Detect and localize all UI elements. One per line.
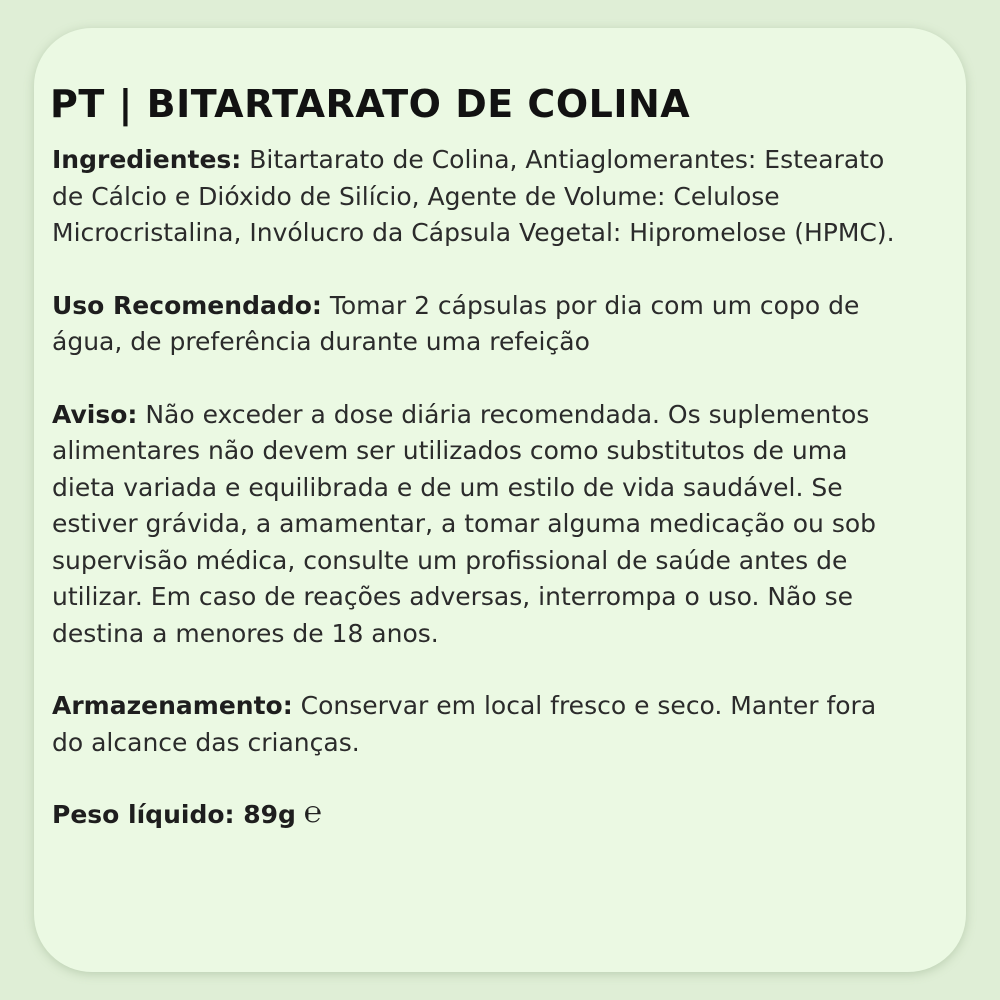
net-weight: [52, 797, 902, 834]
page-title: PT | BITARTARATO DE COLINA: [50, 82, 691, 126]
warning-text: Não exceder a dose diária recomendada. Os suplementos alimentares não devem ser utilizados como substitutos de uma dieta variada e equilibrada e de um estilo de vida saudável. Se estiver grávida, a amamentar, a tomar alguma medicação ou sob supervisão médica, consulte um profissional de saúde antes de utilizar. Em caso de reações adversas, interrompa o uso. Não se destina a menores de 18 anos.: [52, 399, 877, 648]
ingredients-text: Bitartarato de Colina, Antiaglomerantes: Estearato de Cálcio e Dióxido de Silício, Agente de Volume: Celulose Microcristalina, Invólucro da Cápsula Vegetal: Hipromelose (HPMC).: [52, 145, 895, 247]
recommended-use-section: [52, 288, 902, 361]
ingredients-section: [52, 142, 902, 252]
estimated-sign-icon: ℮: [303, 795, 322, 831]
recommended-use-text: Tomar 2 cápsulas por dia com um copo de água, de preferência durante uma refeição: [52, 290, 860, 356]
storage-text: Conservar em local fresco e seco. Manter fora do alcance das crianças.: [52, 691, 877, 757]
storage-label: Armazenamento:: [52, 691, 293, 720]
recommended-use-label: Uso Recomendado:: [52, 290, 322, 320]
label-content: [52, 142, 902, 834]
ingredients-label: Ingredientes:: [52, 145, 242, 174]
warning-section: [52, 397, 902, 653]
net-weight-text: Peso líquido: 89g: [52, 800, 296, 829]
warning-label: Aviso:: [52, 399, 138, 429]
storage-section: [52, 688, 902, 761]
